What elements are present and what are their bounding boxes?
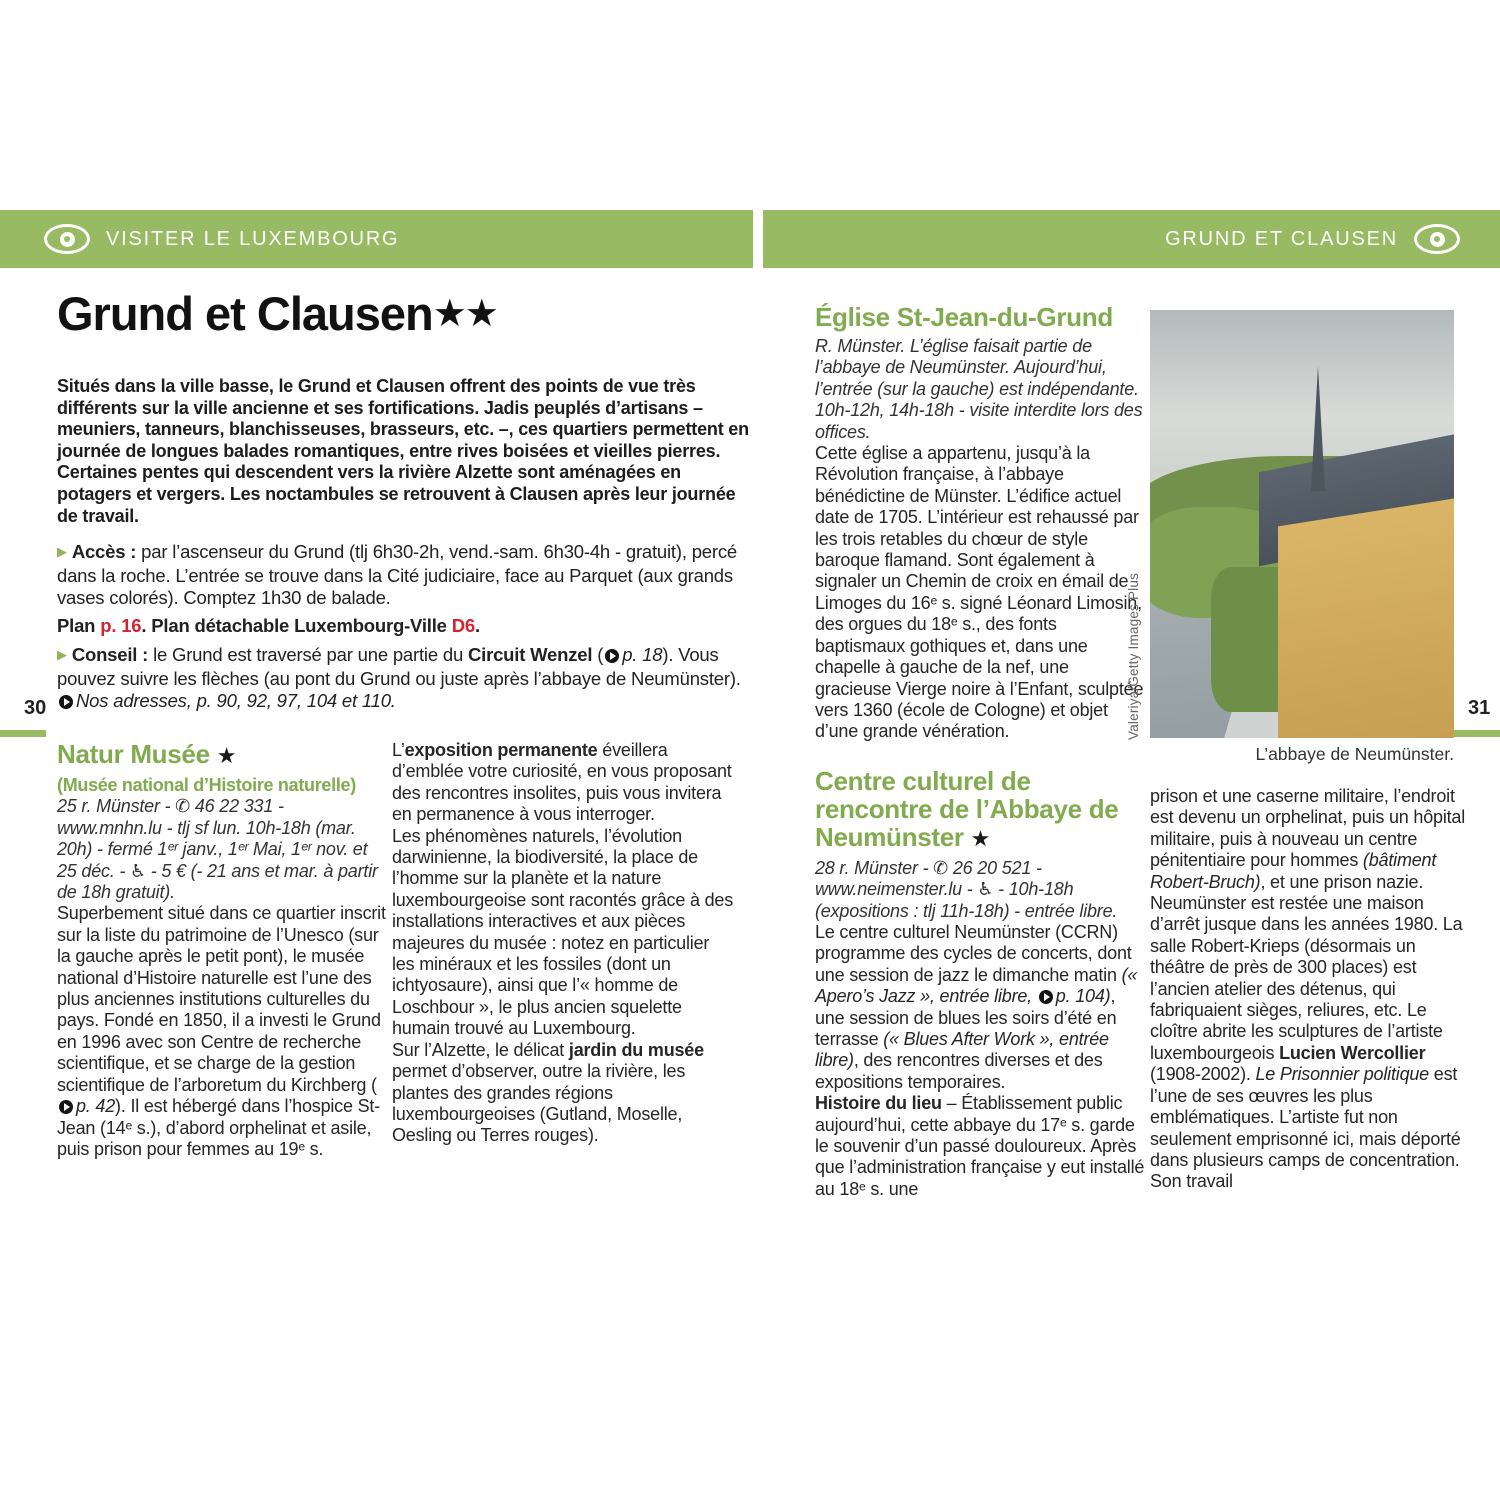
jardin-bold: jardin du musée [568,1039,704,1060]
natur-musee-practical-info [57,796,389,903]
left-column-1 [57,740,389,1160]
acces-text: par l’ascenseur du Grund (tlj 6h30-2h, vend.-sam. 6h30-4h - gratuit), percé dans la roche. L’entrée se trouve dans la Cité judiciaire, face au Parquet (aux grands vases colorés). Comptez 1h30 de balade. [57,541,737,608]
wheelchair-icon: ♿ [977,879,994,900]
prison-history-paragraph [1150,786,1472,1193]
left-header-label: VISITER LE LUXEMBOURG [106,227,400,250]
eye-icon [1414,224,1460,254]
body-text: – Établissement public aujourd’hui, cette abbaye du 17ᵉ s. garde le souvenir d’un passé douloureux. Après que l’administration française y eut installé au 18ᵉ s. une [815,1093,1145,1199]
eglise-heading: Église St-Jean-du-Grund [815,302,1113,332]
artwork-title-italic: Le Prisonnier politique [1255,1064,1429,1085]
page-ref: p. 42 [76,1096,116,1117]
conseil-label: Conseil : [71,644,149,666]
practical-info-block [57,541,757,712]
body-text: prison et une caserne militaire, l’endroit est devenu un orphelinat, puis un hôpital militaire, puis à nouveau un centre pénitentiaire pour hommes [1150,786,1466,871]
artist-name-bold: Lucien Wercollier [1279,1042,1426,1063]
photo-church-spire [1311,366,1325,491]
adresses-text: Nos adresses, p. 90, 92, 97, 104 et 110. [76,689,396,711]
natur-musee-body [57,903,389,1160]
right-page-header-bar [763,210,1500,268]
histoire-du-lieu-paragraph [815,1093,1147,1200]
abbey-photo [1150,310,1454,738]
conseil-text1: le Grund est traversé par une partie du [148,644,468,666]
intro-paragraph: Situés dans la ville basse, le Grund et Clausen offrent des points de vue très différents sur la ville ancienne et ses fortifications. Jadis peuplés d’artisans – meuniers, tanneurs, blanchisseuses, brasseurs, etc. –, ces quartiers permettent en journée de longues balades romantiques, entre rives boisées et vieilles pierres. Certaines pentes qui descendent vers la rivière Alzette sont aménagées en potagers et vergers. Les noctambules se retrouvent à Clausen après leur journée de travail. [57,376,749,526]
left-page-header-bar [0,210,753,268]
photo-abbey-building [1278,496,1454,738]
page-title-text: Grund et Clausen [57,287,433,340]
conseil-bold: Circuit Wenzel [467,644,593,666]
eye-icon [44,224,90,254]
body-text: , et une prison nazie. Neumünster est restée une maison d’arrêt jusque dans les années 1980. La salle Robert-Krieps (désormais un théâtre de près de 300 places) est l’ancien atelier des détenus, qui fabriquaient sièges, reliures, etc. Le cloître abrite les sculptures de l’artiste luxembourgeois [1150,871,1463,1063]
body-text: ). Il est hébergé dans l’hospice St-Jean (14ᵉ s.), d’abord orphelinat et asile, puis prison pour femmes au 19ᵉ s. [57,1096,380,1159]
right-header-label: GRUND ET CLAUSEN [1165,227,1398,250]
conseil-text3: ). [662,644,674,666]
star-rating: ★ [216,743,237,768]
info-text: 28 r. Münster - [815,857,934,878]
italic-text: (bâtiment Robert-Bruch) [1150,850,1437,892]
page-tab-bar-left [0,730,46,737]
plan-grid-ref: D6 [451,615,475,637]
centre-culturel-body [815,922,1147,1093]
histoire-label: Histoire du lieu [815,1093,942,1114]
info-text: - 5 € (- 21 ans et mar. à partir de 18h gratuit). [57,860,378,903]
info-text: 26 20 521 - www.neimenster.lu - [815,857,1042,900]
phone-icon: ✆ [933,857,949,878]
plan-line [57,615,757,637]
title-stars: ★★ [432,293,497,335]
conseil-text2: ( [592,644,604,666]
body-text: éveillera d’emblée votre curiosité, en vous proposant des rencontres insolites, puis vous invitera en permanence à vous interroger. [392,740,732,825]
exposition-bold: exposition permanente [404,740,598,760]
conseil-text4: Vous pouvez suivre les flèches (au pont du Grund ou juste après l’abbaye de Neumünster). [57,644,741,689]
exposition-paragraph [392,740,734,826]
info-text: 46 22 331 - www.mnhn.lu - tlj sf lun. 10h-18h (mar. 20h) - fermé 1ᵉʳ janv., 1ᵉʳ Mai, 1ᵉʳ nov. et 25 déc. - [57,796,368,881]
acces-label: Accès : [71,541,137,562]
page-number-right: 31 [1468,697,1491,719]
body-text: (1908-2002). [1150,1064,1256,1085]
see-also-icon [59,695,73,709]
jardin-paragraph [392,1040,734,1147]
page-tab-bar-right [1454,730,1500,737]
natur-musee-heading [57,740,389,770]
right-column-2 [1150,786,1472,1193]
acces-paragraph [57,541,757,608]
plan-text3: . [474,615,480,637]
left-column-2 [392,740,734,1147]
body-text: Sur l’Alzette, le délicat [392,1039,569,1060]
body-text: Superbement situé dans ce quartier inscrit sur la liste du patrimoine de l’Unesco (sur la gauche après le petit pont), le musée national d’Histoire naturelle est l’une des plus anciennes institutions culturelles du pays. Fondé en 1850, il a investi le Grund en 1996 avec son Centre de recherche scientifique, et se charge de la gestion scientifique de l’arboretum du Kirchberg ( [57,903,386,1095]
conseil-paragraph [57,644,757,690]
eglise-practical-info: R. Münster. L’église faisait partie de l’abbaye de Neumünster. Aujourd’hui, l’entrée (sur la gauche) est indépendante. 10h-12h, 14h-18h - visite interdite lors des offices. [815,336,1143,442]
plan-page-ref: p. 16 [100,615,142,637]
body-text: , des rencontres diverses et des expositions temporaires. [815,1050,1103,1092]
plan-text2: . Plan détachable Luxembourg-Ville [141,615,452,637]
conseil-ref: p. 18 [622,644,663,666]
body-text: Le centre culturel Neumünster (CCRN) programme des cycles de concerts, dont une session de jazz le dimanche matin [815,921,1132,985]
italic-text: (« Blues After Work », entrée libre) [815,1028,1109,1071]
see-also-icon [605,649,619,663]
info-text: 25 r. Münster - [57,796,176,817]
right-column-1 [815,303,1147,1200]
italic-text: (« Apero’s Jazz », entrée libre, [815,964,1138,1007]
page-title [57,286,497,341]
centre-culturel-heading-text: Centre culturel de rencontre de l’Abbaye de Neumünster [815,765,1119,852]
photo-caption: L’abbaye de Neumünster. [1255,744,1454,764]
photo-credit: Valeriya/Getty Images Plus [1126,572,1141,740]
see-also-icon [59,1100,73,1114]
info-text: - 10h-18h (expositions : tlj 11h-18h) - entrée libre. [815,879,1118,921]
page-number-left: 30 [24,697,47,719]
body-text: L’ [392,740,405,760]
adresses-line [57,690,757,712]
plan-text: Plan [57,615,101,637]
page-ref: p. 104) [1055,986,1111,1007]
body-text: permet d’observer, outre la rivière, les plantes des grandes régions luxembourgeoises (Gutland, Moselle, Oesling ou Terres rouges). [392,1061,686,1146]
star-rating: ★ [970,825,991,851]
triangle-bullet-icon: ▶ [57,647,67,663]
natur-musee-heading-text: Natur Musée [57,739,210,769]
eglise-body: Cette église a appartenu, jusqu’à la Révolution française, à l’abbaye bénédictine de Münster. L’édifice actuel date de 1705. L’intérieur est rehaussé par les trois retables du chœur de style baroque flamand. Sont également à signaler un Chemin de croix en émail de Limoges du 16ᵉ s. signé Léonard Limosin, des orgues du 18ᵉ s., des fonts baptismaux gothiques et, dans une chapelle à gauche de la nef, une gracieuse Vierge noire à l’Enfant, sculptée vers 1360 (école de Cologne) et objet d’une grande vénération. [815,443,1144,742]
centre-culturel-practical-info [815,858,1147,922]
wheelchair-icon: ♿ [130,860,146,881]
phenomenes-paragraph: Les phénomènes naturels, l’évolution darwinienne, la biodiversité, la place de l’homme sur la planète et la nature luxembourgeoise sont racontés grâce à des installations interactives et aux pièces majeures du musée : notez en particulier les minéraux et les fossiles (dont un ichtyosaure), ainsi que l’« homme de Loschbour », le plus ancien squelette humain trouvé au Luxembourg. [392,825,734,1039]
see-also-icon [1039,990,1053,1004]
body-text: , une session de blues les soirs d’été en terrasse [815,986,1117,1049]
triangle-bullet-icon: ▶ [57,544,67,559]
natur-musee-subheading: (Musée national d’Histoire naturelle) [57,775,356,795]
centre-culturel-heading [815,767,1147,853]
phone-icon: ✆ [175,796,191,817]
body-text: est l’une de ses œuvres les plus emblématiques. L’artiste fut non seulement emprisonné ici, mais déporté dans plusieurs camps de concentration. Son travail [1150,1064,1461,1192]
